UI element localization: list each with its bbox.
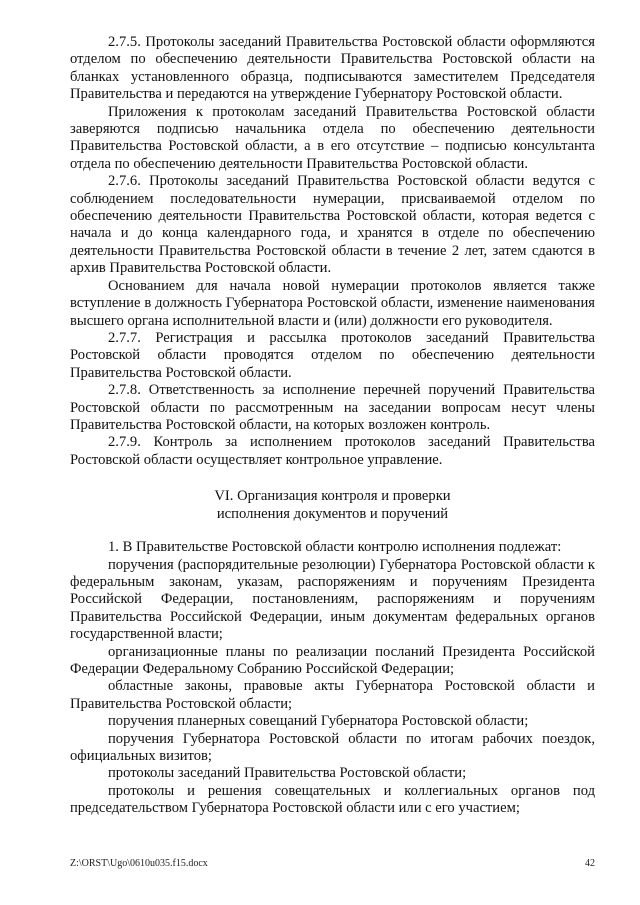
list-item-collegial-bodies: протоколы и решения совещательных и коллегиальных органов под председательством Губернатора Ростовской области или с его участием; — [70, 782, 595, 817]
paragraph-numbering-basis: Основанием для начала новой нумерации протоколов является также вступление в должность Губернатора Ростовской области, изменение наименования высшего органа исполнительной власти и (или) должности его руководителя. — [70, 277, 595, 329]
document-page — [70, 34, 595, 818]
paragraph-2-7-8: 2.7.8. Ответственность за исполнение перечней поручений Правительства Ростовской области по рассмотренным на заседании вопросам несут члены Правительства Ростовской области, на которых возложен контроль. — [70, 382, 595, 433]
paragraph-2-7-7: 2.7.7. Регистрация и рассылка протоколов заседаний Правительства Ростовской области проводятся отделом по обеспечению деятельности Правительства Ростовской области. — [70, 329, 595, 381]
list-item-working-trips: поручения Губернатора Ростовской области по итогам рабочих поездок, официальных визитов; — [70, 730, 595, 765]
paragraph-2-7-5: 2.7.5. Протоколы заседаний Правительства Ростовской области оформляются отделом по обеспечению деятельности Правительства Ростовской области на бланках установленного образца, подписываются заместителем Председателя Правительства и передаются на утверждение Губернатору Ростовской области. — [70, 34, 595, 103]
page-footer — [70, 858, 595, 870]
footer-file-path: Z:\ORST\Ugo\0610u035.f15.docx — [70, 858, 208, 869]
footer-page-number: 42 — [585, 858, 595, 869]
list-item-regional-laws: областные законы, правовые акты Губернатора Ростовской области и Правительства Ростовской области; — [70, 678, 595, 712]
paragraph-appendix-certification: Приложения к протоколам заседаний Правительства Ростовской области заверяются подписью начальника отдела по обеспечению деятельности Правительства Ростовской области, а в его отсутствие – подписью консультанта отдела по обеспечению деятельности Правительства Ростовской области. — [70, 103, 595, 172]
list-item-government-protocols: протоколы заседаний Правительства Ростовской области; — [108, 765, 467, 782]
paragraph-2-7-6: 2.7.6. Протоколы заседаний Правительства Ростовской области ведутся с соблюдением последовательности нумерации, присваиваемой отделом по обеспечению деятельности Правительства Ростовской области, которая ведется с начала и до конца календарного года, и хранятся в отделе по обеспечению деятельности Правительства Ростовской области в течение 2 лет, затем сдаются в архив Правительства Ростовской области. — [70, 173, 595, 277]
section-heading — [70, 487, 595, 523]
section-heading-line-1: VI. Организация контроля и проверки — [214, 488, 451, 505]
list-item-governor-resolutions: поручения (распорядительные резолюции) Губернатора Ростовской области к федеральным законам, указам, распоряжениям и поручениям Президента Российской Федерации, постановлениям, распоряжениям и поручениям Правительства Российской Федерации, иным документам федеральных органов государственной власти; — [70, 556, 595, 643]
paragraph-control-subject-intro: 1. В Правительстве Ростовской области контролю исполнения подлежат: — [108, 539, 562, 556]
section-heading-line-2: исполнения документов и поручений — [216, 506, 449, 523]
list-item-organizational-plans: организационные планы по реализации посланий Президента Российской Федерации Федеральному Собранию Российской Федерации; — [70, 643, 595, 677]
paragraph-2-7-9: 2.7.9. Контроль за исполнением протоколов заседаний Правительства Ростовской области осуществляет контрольное управление. — [70, 434, 595, 468]
list-item-planning-meetings: поручения планерных совещаний Губернатора Ростовской области; — [108, 713, 529, 730]
